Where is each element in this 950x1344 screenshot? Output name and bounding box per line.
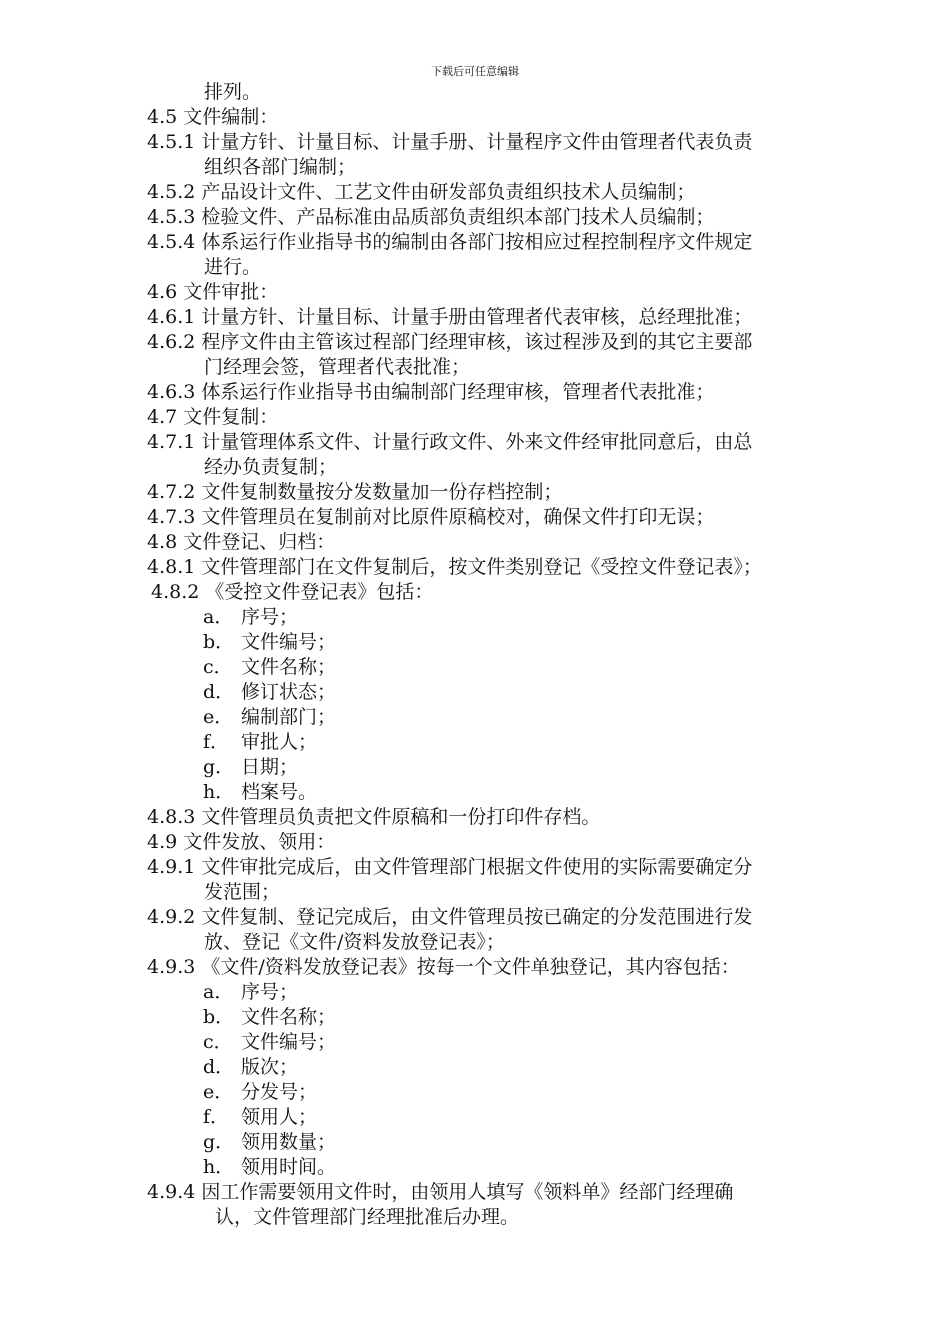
list-marker: f． [203,731,230,753]
section-heading: 4.5 文件编制： [147,106,279,128]
list-marker: c． [203,1031,233,1053]
list-item [147,705,847,730]
list-item [147,780,847,805]
list-item-text: 序号； [241,606,299,628]
list-marker: g． [203,1131,235,1153]
list-marker: c． [203,656,233,678]
text-line: 4.8.2 《受控文件登记表》包括： [151,581,434,603]
list-marker: h． [203,1156,235,1178]
list-marker: b． [203,631,235,653]
list-item [147,680,847,705]
text-line: 4.7.3 文件管理员在复制前对比原件原稿校对，确保文件打印无误； [147,506,715,528]
list-item [147,1030,847,1055]
text-line: 组织各部门编制； [204,156,357,178]
section-heading: 4.6 文件审批： [147,281,279,303]
text-line: 排列。 [204,81,262,103]
list-item [147,980,847,1005]
text-line: 4.9.2 文件复制、登记完成后，由文件管理员按已确定的分发范围进行发 [147,906,753,928]
list-item [147,605,847,630]
list-marker: f． [203,1106,230,1128]
list-item [147,1155,847,1180]
text-line: 门经理会签，管理者代表批准； [204,356,471,378]
list-item-text: 日期； [241,756,299,778]
list-marker: b． [203,1006,235,1028]
page-header-text: 下载后可任意编辑 [431,65,519,78]
text-line: 4.9.4 因工作需要领用文件时，由领用人填写《领料单》经部门经理确 [147,1181,734,1203]
list-item-text: 档案号。 [241,781,318,803]
list-item-text: 修订状态； [241,681,337,703]
list-item-text: 文件名称； [241,1006,337,1028]
text-line: 进行。 [204,256,262,278]
list-item [147,755,847,780]
list-item-text: 领用数量； [241,1131,337,1153]
section-heading: 4.7 文件复制： [147,406,279,428]
list-item [147,1055,847,1080]
text-line: 4.5.3 检验文件、产品标准由品质部负责组织本部门技术人员编制； [147,206,715,228]
text-line: 4.8.1 文件管理部门在文件复制后，按文件类别登记《受控文件登记表》； [147,556,762,578]
list-marker: g． [203,756,235,778]
text-line: 4.7.2 文件复制数量按分发数量加一份存档控制； [147,481,563,503]
text-line: 4.6.2 程序文件由主管该过程部门经理审核，该过程涉及到的其它主要部 [147,331,753,353]
list-marker: a． [203,981,234,1003]
list-marker: h． [203,781,235,803]
list-item [147,1005,847,1030]
text-line: 4.9.1 文件审批完成后，由文件管理部门根据文件使用的实际需要确定分 [147,856,753,878]
list-item-text: 文件编号； [241,631,337,653]
list-item-text: 编制部门； [241,706,337,728]
list-marker: e． [203,1081,234,1103]
list-item [147,1130,847,1155]
text-line: 4.8.3 文件管理员负责把文件原稿和一份打印件存档。 [147,806,601,828]
list-item [147,1105,847,1130]
text-line: 4.9.3 《文件/资料发放登记表》按每一个文件单独登记，其内容包括： [147,956,740,978]
list-marker: a． [203,606,234,628]
text-line: 发范围； [204,881,281,903]
text-line: 4.6.3 体系运行作业指导书由编制部门经理审核，管理者代表批准； [147,381,715,403]
section-heading: 4.8 文件登记、归档： [147,531,336,553]
text-line: 4.6.1 计量方针、计量目标、计量手册由管理者代表审核，总经理批准； [147,306,753,328]
list-item-text: 领用人； [241,1106,318,1128]
list-item [147,630,847,655]
list-item [147,1080,847,1105]
list-item-text: 序号； [241,981,299,1003]
list-marker: e． [203,706,234,728]
list-item-text: 分发号； [241,1081,318,1103]
list-item-text: 文件名称； [241,656,337,678]
section-heading: 4.9 文件发放、领用： [147,831,336,853]
list-marker: d． [203,1056,235,1078]
list-item-text: 版次； [241,1056,299,1078]
text-line: 4.5.1 计量方针、计量目标、计量手册、计量程序文件由管理者代表负责 [147,131,753,153]
list-item-text: 领用时间。 [241,1156,337,1178]
list-item [147,655,847,680]
text-line: 放、登记《文件/资料发放登记表》； [204,931,505,953]
text-line: 4.5.4 体系运行作业指导书的编制由各部门按相应过程控制程序文件规定 [147,231,753,253]
list-item-text: 文件编号； [241,1031,337,1053]
list-item-text: 审批人； [241,731,318,753]
text-line: 经办负责复制； [204,456,338,478]
text-line: 认，文件管理部门经理批准后办理。 [215,1206,520,1228]
document-body [147,80,847,1230]
text-line: 4.5.2 产品设计文件、工艺文件由研发部负责组织技术人员编制； [147,181,696,203]
list-marker: d． [203,681,235,703]
text-line: 4.7.1 计量管理体系文件、计量行政文件、外来文件经审批同意后，由总 [147,431,753,453]
list-item [147,730,847,755]
